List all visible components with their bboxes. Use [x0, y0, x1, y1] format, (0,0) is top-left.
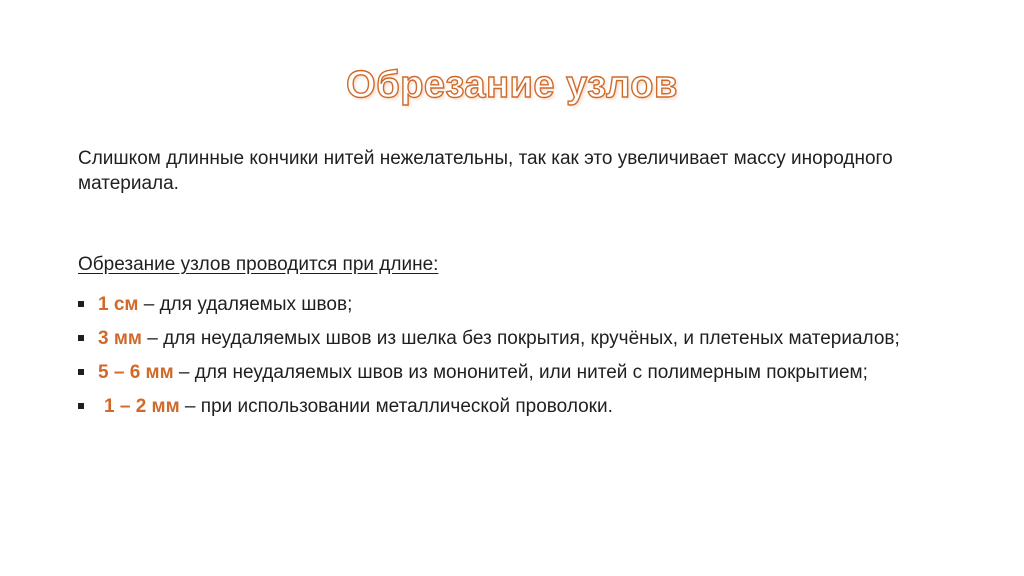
length-value: 1 – 2 мм	[104, 396, 180, 417]
length-value: 5 – 6 мм	[98, 362, 174, 383]
list-item	[78, 292, 958, 317]
square-bullet-icon	[78, 403, 84, 409]
length-value: 3 мм	[98, 328, 142, 349]
square-bullet-icon	[78, 369, 84, 375]
item-text: – для удаляемых швов;	[138, 294, 353, 315]
length-value: 1 см	[98, 294, 139, 315]
intro-paragraph: Слишком длинные кончики нитей нежелательны, так как это увеличивает массу инородного материала.	[78, 148, 893, 194]
square-bullet-icon	[78, 335, 84, 341]
list-item	[78, 360, 958, 385]
square-bullet-icon	[78, 301, 84, 307]
item-text: – для неудаляемых швов из мононитей, или нитей с полимерным покрытием;	[173, 362, 868, 383]
item-text: – при использовании металлической проволоки.	[179, 396, 613, 417]
bullet-list	[78, 292, 958, 428]
slide-title: Обрезание узлов	[346, 64, 678, 106]
list-heading: Обрезание узлов проводится при длине:	[78, 254, 439, 275]
item-text: – для неудаляемых швов из шелка без покрытия, кручёных, и плетеных материалов;	[141, 328, 900, 349]
list-item	[78, 326, 958, 351]
list-item	[78, 394, 958, 419]
